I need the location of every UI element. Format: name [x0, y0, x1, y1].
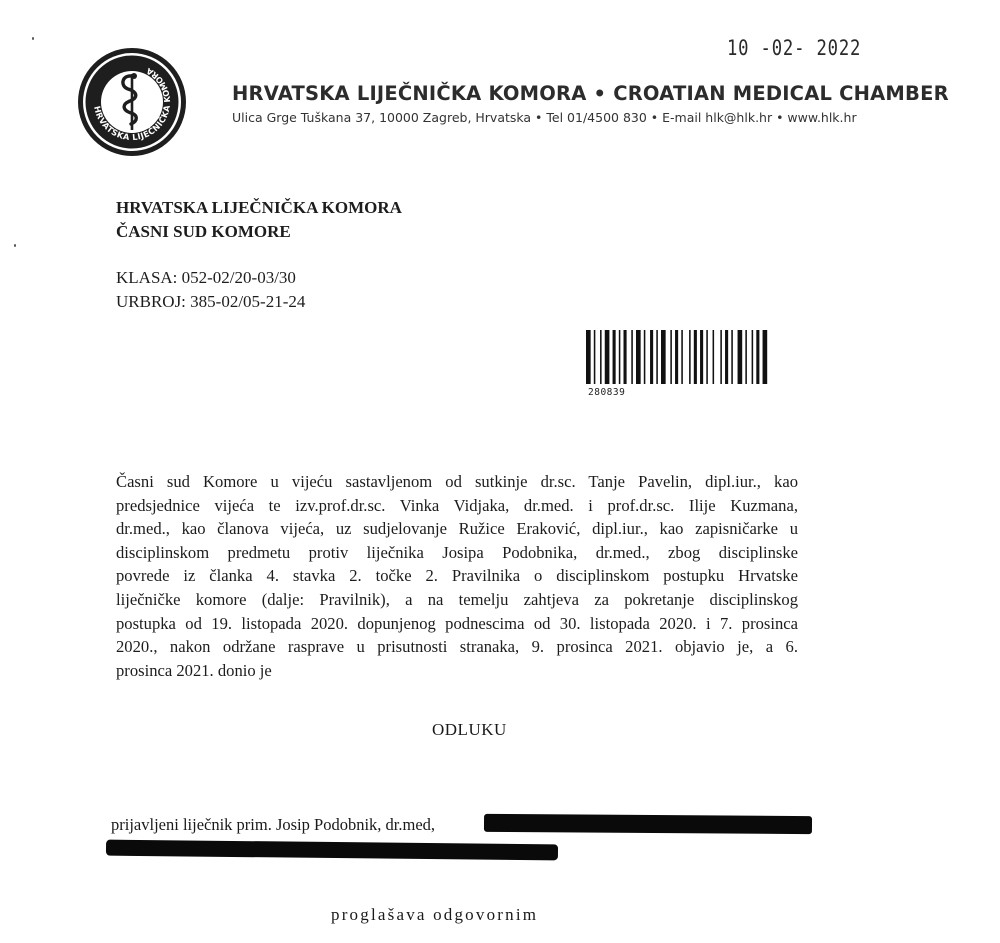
preamble-line: prosinca 2021. donio je: [116, 660, 272, 680]
organization-name: HRVATSKA LIJEČNIČKA KOMORA • CROATIAN MEDICAL CHAMBER: [232, 82, 949, 105]
barcode-bar: [605, 330, 610, 384]
preamble-line: 2020., nakon održane rasprave u prisutnosti stranaka, 9. prosinca 2021. objavio je, a 6.: [116, 637, 798, 657]
barcode-bar: [706, 330, 708, 384]
barcode-bar: [661, 330, 666, 384]
barcode-bar: [636, 330, 641, 384]
barcode-bar: [720, 330, 722, 384]
preamble-line: predsjednice vijeća te izv.prof.dr.sc. Vinka Vidjaka, dr.med. i prof.dr.sc. Ilije Kuzmana,: [116, 495, 798, 515]
document-barcode: [586, 330, 814, 384]
preamble-line: postupka od 19. listopada 2020. dopunjenog podnescima od 30. listopada 2020. i 7. prosinca: [116, 613, 798, 633]
barcode-bar: [756, 330, 759, 384]
barcode-bar: [670, 330, 672, 384]
barcode-bar: [586, 330, 591, 384]
barcode-bar: [681, 330, 683, 384]
logo-ring-text: HRVATSKA LIJEČNIČKA KOMORA: [92, 65, 173, 143]
barcode-bar: [675, 330, 678, 384]
barcode-bar: [624, 330, 627, 384]
barcode-bar: [600, 330, 602, 384]
klasa-reference: KLASA: 052-02/20-03/30: [116, 268, 296, 287]
barcode-bar: [731, 330, 733, 384]
barcode-bar: [631, 330, 633, 384]
preamble-line: dr.med., kao članova vijeća, uz sudjelovanje Ružice Eraković, dipl.iur., kao zapisničarke u: [116, 519, 798, 539]
barcode-bar: [650, 330, 653, 384]
barcode-bar: [656, 330, 658, 384]
preamble-line: disciplinskom predmetu protiv liječnika Josipa Podobnika, dr.med., zbog disciplinske: [116, 542, 798, 562]
received-date-stamp: 10 -02- 2022: [727, 36, 862, 60]
barcode-bar: [594, 330, 596, 384]
scan-speck: [14, 244, 16, 247]
urbroj-reference: URBROJ: 385-02/05-21-24: [116, 292, 306, 311]
scan-speck: [32, 37, 34, 40]
barcode-bar: [763, 330, 768, 384]
barcode-bar: [613, 330, 616, 384]
barcode-bar: [694, 330, 697, 384]
barcode-bar: [689, 330, 691, 384]
redaction-bar: [106, 840, 558, 861]
barcode-bar: [619, 330, 621, 384]
barcode-number: 280839: [588, 387, 626, 398]
verdict-text: proglašava odgovornim: [331, 905, 539, 924]
issuer-name: HRVATSKA LIJEČNIČKA KOMORA: [116, 198, 402, 217]
reported-doctor-line: prijavljeni liječnik prim. Josip Podobnik, dr.med,: [111, 815, 436, 834]
decision-preamble: [116, 470, 798, 682]
issuer-court: ČASNI SUD KOMORE: [116, 222, 291, 241]
barcode-bar: [644, 330, 646, 384]
barcode-bar: [725, 330, 728, 384]
decision-heading: ODLUKU: [432, 720, 507, 739]
chamber-logo: [76, 46, 188, 158]
barcode-bar: [752, 330, 754, 384]
organization-contact: Ulica Grge Tuškana 37, 10000 Zagreb, Hrvatska • Tel 01/4500 830 • E-mail hlk@hlk.hr • www.hlk.hr: [232, 110, 857, 125]
barcode-bar: [738, 330, 743, 384]
preamble-line: Časni sud Komore u vijeću sastavljenom od sutkinje dr.sc. Tanje Pavelin, dipl.iur., kao: [116, 472, 798, 491]
barcode-bar: [713, 330, 715, 384]
barcode-bar: [700, 330, 703, 384]
barcode-bar: [745, 330, 747, 384]
preamble-line: liječničke komore (dalje: Pravilnik), a na temelju zahtjeva za pokretanje disciplinskog: [116, 589, 798, 609]
redaction-bar: [484, 814, 812, 834]
preamble-line: povrede iz članka 4. stavka 2. točke 2. Pravilnika o disciplinskom postupku Hrvatske: [116, 566, 798, 586]
